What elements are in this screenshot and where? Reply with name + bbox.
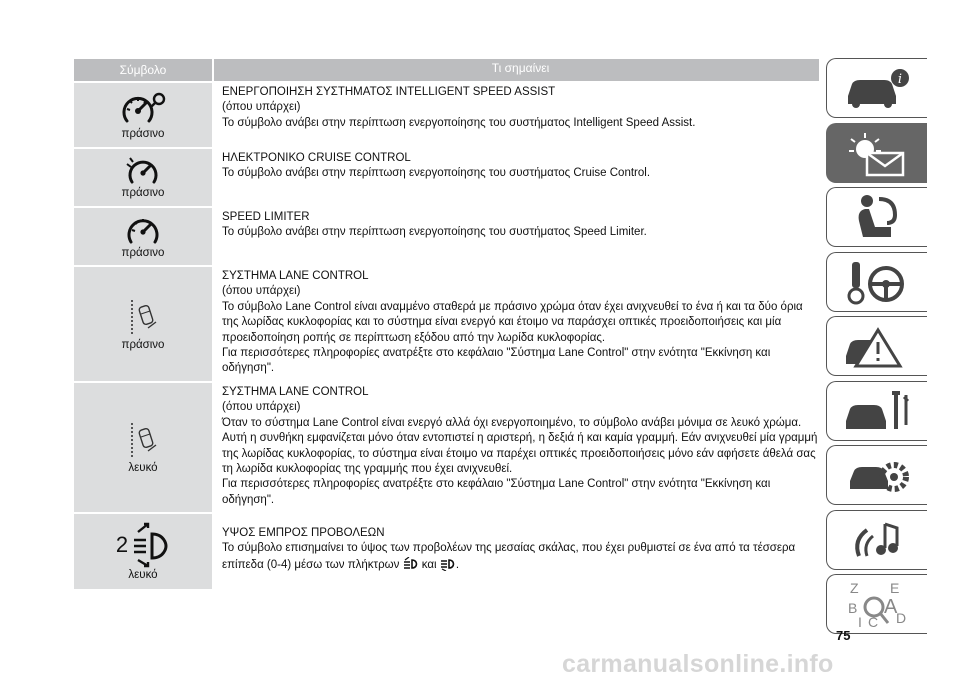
header-meaning: Τι σημαίνει — [214, 59, 819, 81]
row-note: (όπου υπάρχει) — [222, 101, 301, 114]
row-description — [222, 541, 819, 576]
symbol-cell — [74, 149, 214, 206]
row-title: ΗΛΕΚΤΡΟΝΙΚΟ CRUISE CONTROL — [222, 152, 411, 164]
symbol-cell — [74, 267, 214, 381]
tab-warning-lights[interactable] — [826, 123, 927, 183]
svg-text:i: i — [897, 72, 903, 87]
technical-data-gear-icon — [842, 451, 912, 499]
key-steering-wheel-icon — [842, 258, 912, 306]
table-row — [74, 512, 819, 589]
warning-light-message-icon — [837, 129, 917, 177]
symbol-cell — [74, 83, 214, 147]
seat-airbag-icon — [847, 193, 907, 241]
cruise-control-icon — [123, 156, 163, 186]
car-info-icon — [840, 66, 914, 110]
tab-safety[interactable] — [826, 187, 927, 247]
row-title: ΕΝΕΡΓΟΠΟΙΗΣΗ ΣΥΣΤΗΜΑΤΟΣ INTELLIGENT SPEED ASSIST — [222, 86, 556, 98]
page-number: 75 — [836, 628, 851, 643]
tab-technical-data[interactable] — [826, 445, 927, 505]
warning-lights-table — [74, 59, 819, 589]
header-symbol: Σύμβολο — [74, 59, 214, 81]
chapter-tabs — [826, 58, 927, 639]
row-reference: Για περισσότερες πληροφορίες ανατρέξτε στο κεφάλαιο "Σύστημα Lane Control" στην ενότητα "Εκκίνηση και οδήγηση". — [222, 478, 771, 506]
row-description-text: Το σύμβολο επισημαίνει το ύψος των προβολέων της μεσαίας σκάλας, που έχει ρυθμιστεί σε ένα από τα τέσσερα επίπεδα (0-4) μέσω των πλήκτρων — [222, 542, 796, 571]
row-description-end: . — [455, 558, 460, 571]
meaning-cell — [214, 208, 819, 265]
row-title: ΣΥΣΤΗΜΑ LANE CONTROL — [222, 270, 369, 282]
meaning-cell — [214, 514, 819, 589]
alphabetical-index-icon — [840, 579, 914, 629]
multimedia-icon — [845, 516, 909, 564]
car-maintenance-icon — [840, 387, 914, 435]
svg-text:Z: Z — [850, 580, 859, 596]
symbol-cell — [74, 514, 214, 589]
row-description: Το σύμβολο ανάβει στην περίπτωση ενεργοποίησης του συστήματος Cruise Control. — [222, 167, 651, 180]
lane-control-icon — [128, 298, 158, 338]
tab-index[interactable] — [826, 574, 927, 634]
table-row — [74, 206, 819, 265]
table-row — [74, 381, 819, 512]
headlight-up-key-icon — [403, 557, 419, 576]
meaning-cell — [214, 383, 819, 512]
tab-starting-driving[interactable] — [826, 252, 927, 312]
svg-text:C: C — [868, 614, 879, 629]
meaning-cell — [214, 267, 819, 381]
headlight-alignment-icon — [116, 522, 170, 568]
row-reference: Για περισσότερες πληροφορίες ανατρέξτε στο κεφάλαιο "Σύστημα Lane Control" στην ενότητα "Εκκίνηση και οδήγηση". — [222, 347, 771, 375]
speed-limiter-icon — [123, 214, 163, 246]
table-row — [74, 265, 819, 381]
symbol-cell — [74, 383, 214, 512]
meaning-cell — [214, 149, 819, 206]
symbol-color-label: λευκό — [128, 569, 158, 581]
tab-multimedia[interactable] — [826, 510, 927, 570]
svg-text:I: I — [858, 614, 862, 629]
tab-emergency[interactable] — [826, 316, 927, 376]
tab-car-info[interactable] — [826, 58, 927, 118]
row-note: (όπου υπάρχει) — [222, 285, 301, 298]
row-description: Το σύμβολο ανάβει στην περίπτωση ενεργοποίησης του συστήματος Intelligent Speed Assist. — [222, 116, 696, 129]
tab-maintenance[interactable] — [826, 381, 927, 441]
row-note: (όπου υπάρχει) — [222, 401, 301, 414]
symbol-cell — [74, 208, 214, 265]
headlight-level-digit: 2 — [115, 532, 129, 557]
row-description: Το σύμβολο Lane Control είναι αναμμένο σταθερά με πράσινο χρώμα όταν έχει ανιχνευθεί το ένα ή και τα δύο όρια της λωρίδας κυκλοφορίας και το σύστημα είναι ενεργό και έτοιμο να παράσχει οπτικές προειδοποιήσεις και μία προειδοποίηση ροπής σε περίπτωση εξόδου από την λωρίδα κυκλοφορίας. — [222, 300, 803, 344]
watermark: carmanualsonline.info — [562, 650, 834, 678]
table-row — [74, 81, 819, 147]
lane-control-icon — [128, 421, 158, 461]
intelligent-speed-assist-icon — [115, 91, 171, 127]
symbol-color-label: λευκό — [128, 462, 158, 474]
svg-text:E: E — [890, 580, 900, 596]
symbol-color-label: πράσινο — [121, 127, 165, 140]
row-title: SPEED LIMITER — [222, 211, 310, 223]
symbol-color-label: πράσινο — [121, 338, 165, 351]
table-row — [74, 147, 819, 206]
row-title: ΥΨΟΣ ΕΜΠΡΟΣ ΠΡΟΒΟΛΕΩΝ — [222, 527, 385, 539]
meaning-cell — [214, 83, 819, 147]
svg-text:B: B — [848, 600, 858, 616]
row-title: ΣΥΣΤΗΜΑ LANE CONTROL — [222, 386, 369, 398]
svg-text:A: A — [884, 596, 898, 618]
headlight-down-key-icon — [440, 557, 456, 576]
row-description-connector: και — [421, 558, 437, 571]
row-description: Το σύμβολο ανάβει στην περίπτωση ενεργοποίησης του συστήματος Speed Limiter. — [222, 226, 647, 239]
svg-text:D: D — [896, 610, 907, 626]
symbol-color-label: πράσινο — [121, 187, 165, 199]
table-header — [74, 59, 819, 81]
car-emergency-icon — [840, 322, 914, 370]
row-description: Όταν το σύστημα Lane Control είναι ενεργό αλλά όχι ενεργοποιημένο, το σύμβολο ανάβει μόνιμα σε λευκό χρώμα. Αυτή η συνθήκη εμφανίζεται μόνο όταν εντοπιστεί η αριστερή, η δεξιά ή και καμία γραμμή. Εάν ανιχνευθεί μία γραμμή της λωρίδας κυκλοφορίας, το σύστημα είναι έτοιμο να παρέχει οπτικές προειδοποιήσεις μόνο εάν αφήσετε άθελά σας τη λωρίδα κυκλοφορίας της γραμμής που έχει ανιχνευθεί. — [222, 416, 818, 476]
symbol-color-label: πράσινο — [121, 247, 165, 259]
